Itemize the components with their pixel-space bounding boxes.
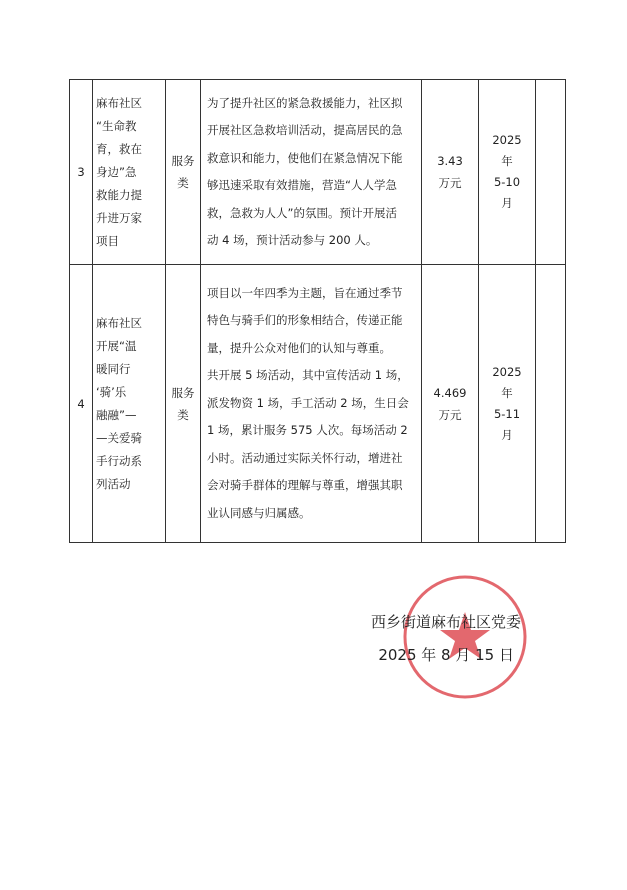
desc-line: 派发物资 1 场，手工活动 2 场，生日会: [207, 395, 409, 410]
table-row: [70, 265, 566, 543]
project-amount: [422, 80, 479, 265]
desc-line: 1 场，累计服务 575 人次。每场活动 2: [207, 423, 408, 438]
project-name: [93, 80, 166, 265]
name-line: 救能力提: [96, 187, 142, 202]
desc-line: 业认同感与归属感。: [207, 505, 311, 520]
amount-unit: 万元: [438, 407, 462, 422]
signature-organization: 西乡街道麻布社区党委: [370, 613, 521, 631]
date-line: 月: [501, 427, 513, 442]
date-line: 年: [501, 385, 513, 400]
name-line: —关爱骑: [96, 430, 142, 445]
date-line: 年: [501, 154, 513, 168]
amount-value: 4.469: [433, 385, 467, 400]
seal-graphic: [405, 577, 525, 697]
name-line: 身边”急: [96, 164, 137, 179]
official-seal-icon: [400, 572, 530, 702]
name-line: 麻布社区: [96, 95, 142, 110]
desc-line: 动 4 场，预计活动参与 200 人。: [207, 233, 378, 247]
amount-value: 3.43: [437, 154, 463, 168]
name-line: 育，救在: [96, 141, 142, 156]
name-line: 开展“温: [96, 338, 137, 353]
desc-line: 共开展 5 场活动，其中宣传活动 1 场，: [207, 368, 409, 383]
amount-unit: 万元: [438, 176, 462, 190]
name-line: 融融”—: [96, 407, 137, 422]
desc-line: 会对骑手群体的理解与尊重，增强其职: [207, 478, 403, 493]
desc-line: 特色与骑手们的形象相结合，传递正能: [207, 313, 403, 328]
project-name: [93, 265, 166, 543]
desc-line: 量，提升公众对他们的认知与尊重。: [207, 340, 391, 355]
desc-line: 够迅速采取有效措施，营造“人人学急: [207, 178, 397, 192]
project-type: 服务类: [166, 265, 201, 543]
date-line: 2025: [492, 364, 522, 379]
name-line: 麻布社区: [96, 315, 142, 330]
empty-cell: [536, 80, 566, 265]
name-line: 升进万家: [96, 210, 142, 225]
name-line: 项目: [96, 233, 119, 248]
desc-line: 救意识和能力，使他们在紧急情况下能: [207, 150, 403, 165]
project-date: [479, 80, 536, 265]
project-description: [201, 80, 422, 265]
date-line: 月: [501, 196, 513, 210]
project-description: [201, 265, 422, 543]
row-index: 3: [70, 80, 93, 265]
row-index: 4: [70, 265, 93, 543]
name-line: 暖同行: [96, 361, 131, 376]
name-line: 手行动系: [96, 453, 142, 468]
name-line: ‘骑’乐: [96, 384, 127, 399]
project-amount: [422, 265, 479, 543]
desc-line: 开展社区急救培训活动，提高居民的急: [207, 123, 403, 137]
project-table: [69, 79, 566, 543]
project-date: [479, 265, 536, 543]
desc-line: 救，急救为人人”的氛围。预计开展活: [207, 205, 397, 220]
name-line: 列活动: [96, 476, 131, 491]
name-line: “生命教: [96, 118, 137, 133]
signature-date: 2025 年 8 月 15 日: [378, 646, 514, 664]
date-line: 5-10: [493, 175, 521, 189]
empty-cell: [536, 265, 566, 543]
date-line: 5-11: [493, 406, 521, 421]
table-row: [70, 80, 566, 265]
desc-line: 小时。活动通过实际关怀行动，增进社: [207, 450, 403, 465]
desc-line: 项目以一年四季为主题，旨在通过季节: [207, 285, 403, 300]
desc-line: 为了提升社区的紧急救援能力，社区拟: [207, 95, 403, 110]
project-type: 服务类: [166, 80, 201, 265]
date-line: 2025: [492, 133, 522, 147]
